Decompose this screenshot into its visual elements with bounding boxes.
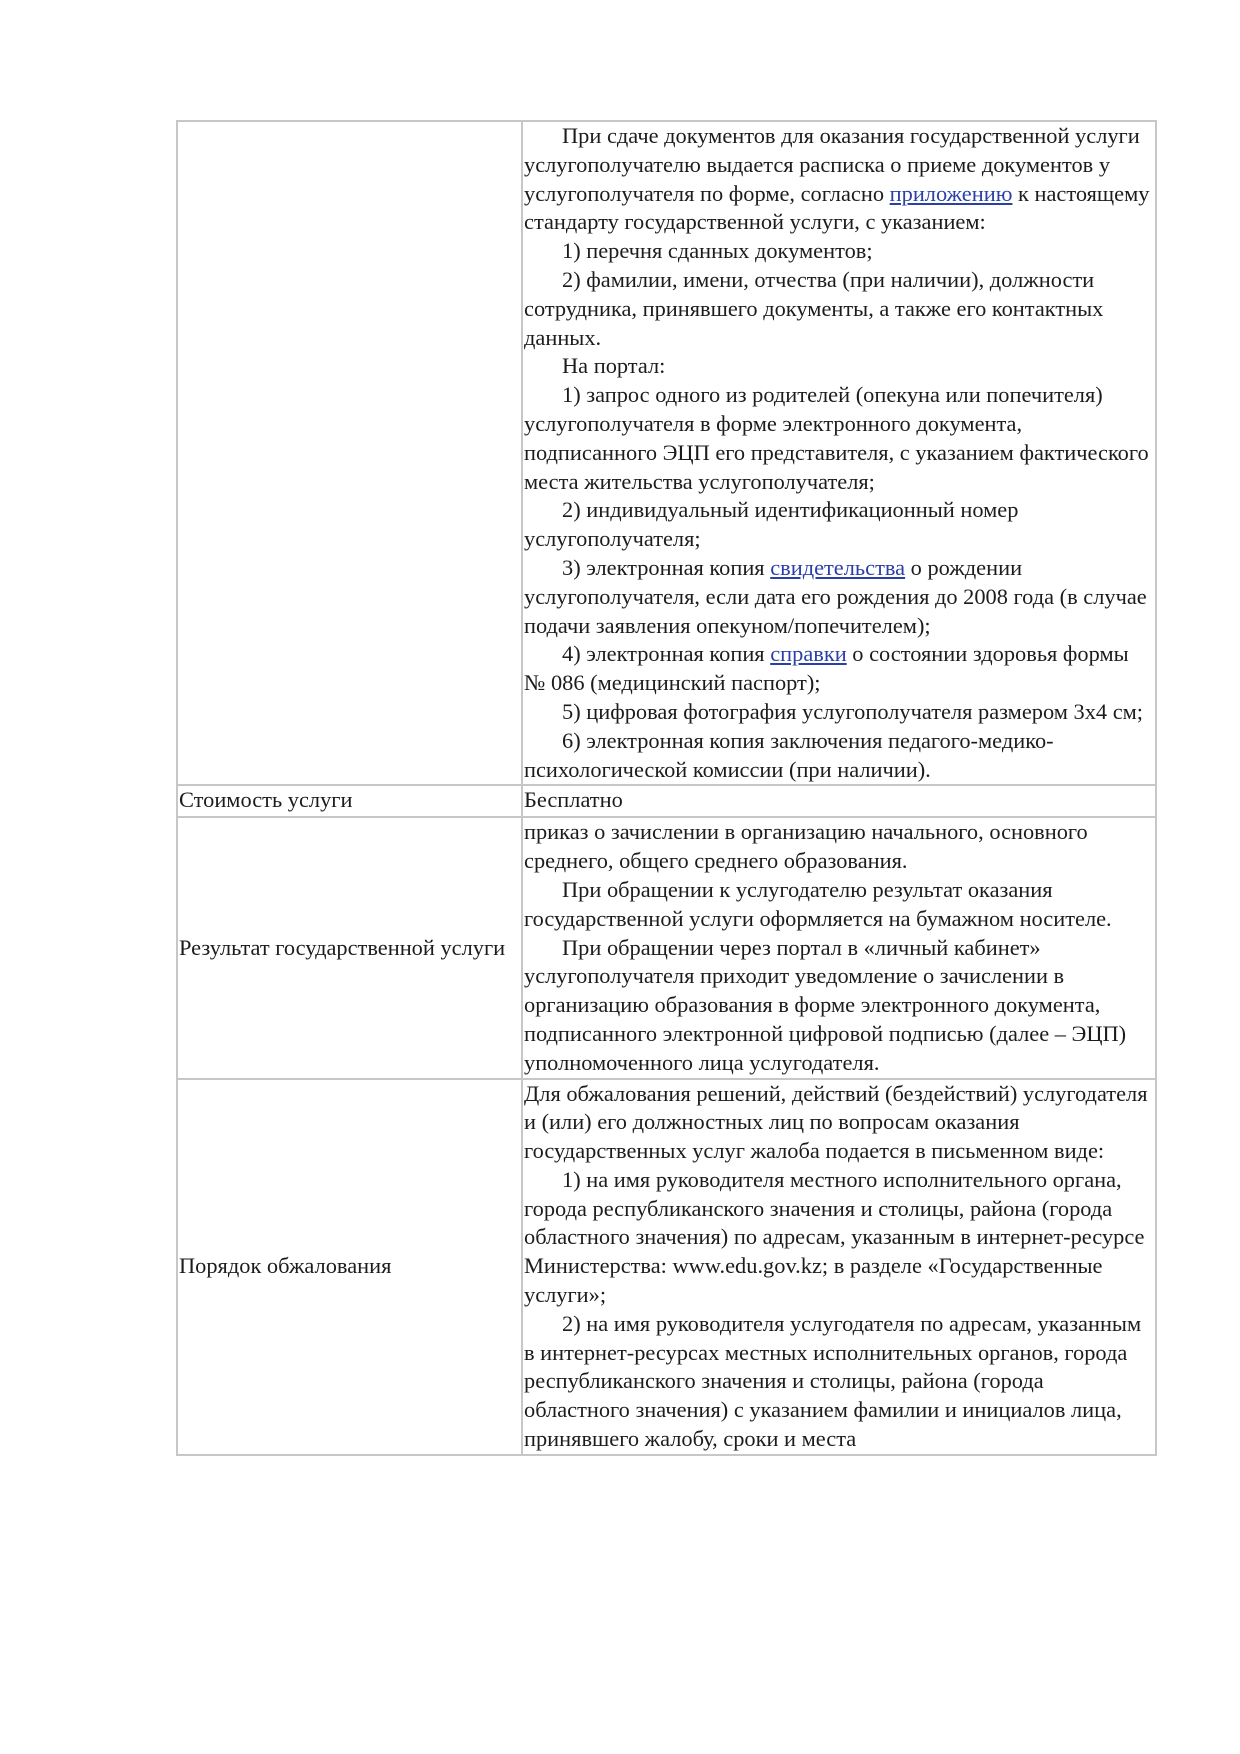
cost-label: Стоимость услуги: [177, 785, 522, 817]
list-item: 1) на имя руководителя местного исполнительного органа, города республиканского значения и столицы, района (города областного значения) по адресам, указанным в интернет-ресурсе Министерства: www.edu.gov.kz; в разделе «Государственные услуги»;: [524, 1166, 1145, 1308]
list-item-text-tail: о состоянии здоровья формы № 086 (медицинский паспорт);: [524, 641, 1129, 696]
receipt-paragraph: [524, 122, 1153, 237]
result-cell: [522, 817, 1156, 1078]
list-item-text: 3) электронная копия: [562, 554, 771, 580]
appeal-label: Порядок обжалования: [177, 1079, 522, 1455]
cost-value: Бесплатно: [522, 785, 1156, 817]
appendix-link[interactable]: приложению: [889, 180, 1013, 206]
list-item: 5) цифровая фотография услугополучателя размером 3х4 см;: [562, 698, 1144, 724]
list-item: 2) фамилии, имени, отчества (при наличии), должности сотрудника, принявшего документы, а также его контактных данных.: [524, 266, 1104, 350]
list-item-text: 4) электронная копия: [562, 641, 771, 667]
list-item: 1) перечня сданных документов;: [562, 238, 873, 264]
receipt-text-tail: к настоящему стандарту государственной услуги, с указанием:: [524, 180, 1150, 235]
table-row: [177, 785, 1156, 817]
service-standard-table: [176, 120, 1157, 1456]
result-paragraph: При обращении к услугодателю результат оказания государственной услуги оформляется на бумажном носителе.: [524, 876, 1112, 931]
result-paragraph: При обращении через портал в «личный кабинет» услугополучателя приходит уведомление о зачислении в организацию образования в форме электронного документа, подписанного электронной цифровой подписью (далее – ЭЦП) уполномоченного лица услугодателя.: [524, 934, 1127, 1075]
appeal-paragraph: Для обжалования решений, действий (бездействий) услугодателя и (или) его должностных лиц по вопросам оказания государственных услуг жалоба подается в письменном виде:: [524, 1080, 1148, 1164]
table-row: [177, 1079, 1156, 1455]
list-item: 6) электронная копия заключения педагого-медико-психологической комиссии (при наличии).: [524, 727, 1054, 782]
table-row: [177, 817, 1156, 1078]
table-row: [177, 121, 1156, 785]
appeal-cell: [522, 1079, 1156, 1455]
result-paragraph: приказ о зачислении в организацию начального, основного среднего, общего среднего образования.: [524, 819, 1088, 874]
list-item: [524, 640, 1153, 698]
receipt-text: При сдаче документов для оказания государственной услуги услугополучателю выдается расписка о приеме документов у услугополучателя по форме, согласно: [524, 123, 1140, 206]
portal-heading: На портал:: [562, 353, 666, 379]
certificate-link[interactable]: свидетельства: [770, 554, 906, 580]
list-item: 2) на имя руководителя услугодателя по адресам, указанным в интернет-ресурсах местных исполнительных органов, города республиканского значения и столицы, района (города областного значения) с указанием фамилии и инициалов лица, принявшего жалобу, сроки и места: [524, 1310, 1142, 1452]
list-item: 1) запрос одного из родителей (опекуна или попечителя) услугополучателя в форме электронного документа, подписанного ЭЦП его представителя, с указанием фактического места жительства услугополучателя;: [524, 382, 1149, 494]
documents-cell: [522, 121, 1156, 785]
list-item: 2) индивидуальный идентификационный номер услугополучателя;: [524, 497, 1019, 552]
row-label-empty: [177, 121, 522, 785]
list-item-text-tail: о рождении услугополучателя, если дата его рождения до 2008 года (в случае подачи заявления опекуном/попечителем);: [524, 554, 1147, 638]
list-item: [524, 554, 1153, 640]
health-reference-link[interactable]: справки: [770, 641, 847, 667]
result-label: Результат государственной услуги: [177, 817, 522, 1078]
